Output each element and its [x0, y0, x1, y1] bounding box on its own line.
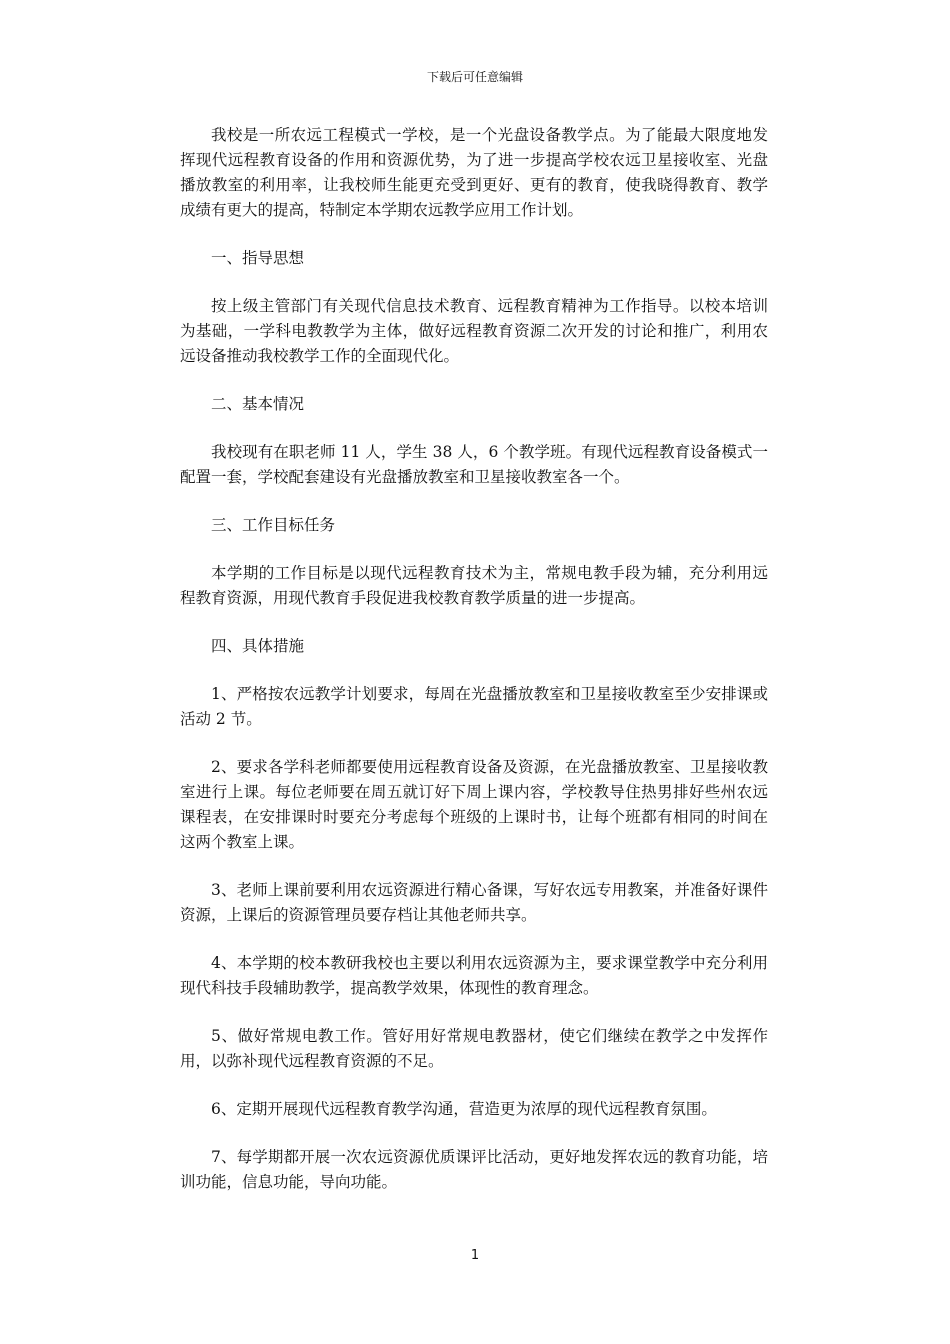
- measure-item-2: 2、要求各学科老师都要使用远程教育设备及资源，在光盘播放教室、卫星接收教室进行上课。每位老师要在周五就订好下周上课内容，学校教导住热男排好些州农远课程表，在安排课时时要充分考虑每个班级的上课时书，让每个班都有相同的时间在这两个教室上课。: [180, 758, 768, 851]
- page-header: 下载后可任意编辑: [426, 70, 523, 84]
- measure-item-7: 7、每学期都开展一次农远资源优质课评比活动，更好地发挥农远的教育功能，培训功能，信息功能，导向功能。: [180, 1148, 768, 1191]
- measure-item-6: 6、定期开展现代远程教育教学沟通，营造更为浓厚的现代远程教育氛围。: [211, 1100, 717, 1118]
- section-heading-basic-situation: 二、基本情况: [211, 395, 305, 413]
- guiding-thought-paragraph: 按上级主管部门有关现代信息技术教育、远程教育精神为工作指导。以校本培训为基础，一学科电教教学为主体，做好远程教育资源二次开发的讨论和推广，利用农远设备推动我校教学工作的全面现代化。: [180, 297, 768, 365]
- goals-paragraph: 本学期的工作目标是以现代远程教育技术为主，常规电教手段为辅，充分利用远程教育资源，用现代教育手段促进我校教育教学质量的进一步提高。: [180, 564, 768, 607]
- section-heading-goals: 三、工作目标任务: [211, 516, 336, 534]
- document-body: [180, 123, 768, 1218]
- measure-item-5: 5、做好常规电教工作。管好用好常规电教器材，使它们继续在教学之中发挥作用，以弥补现代远程教育资源的不足。: [180, 1027, 768, 1070]
- measure-item-4: 4、本学期的校本教研我校也主要以利用农远资源为主，要求课堂教学中充分利用现代科技手段辅助教学，提高教学效果，体现性的教育理念。: [180, 954, 768, 997]
- measure-item-3: 3、老师上课前要利用农远资源进行精心备课，写好农远专用教案，并准备好课件资源，上课后的资源管理员要存档让其他老师共享。: [180, 881, 768, 924]
- section-heading-measures: 四、具体措施: [211, 637, 305, 655]
- intro-paragraph: 我校是一所农远工程模式一学校，是一个光盘设备教学点。为了能最大限度地发挥现代远程教育设备的作用和资源优势，为了进一步提高学校农远卫星接收室、光盘播放教室的利用率，让我校师生能更充受到更好、更有的教育，使我晓得教育、教学成绩有更大的提高，特制定本学期农远教学应用工作计划。: [180, 126, 768, 219]
- page-number: 1: [470, 1248, 480, 1263]
- measure-item-1: 1、严格按农远教学计划要求，每周在光盘播放教室和卫星接收教室至少安排课或活动 2 节。: [180, 685, 768, 728]
- section-heading-guiding-thought: 一、指导思想: [211, 249, 305, 267]
- basic-situation-paragraph: 我校现有在职老师 11 人，学生 38 人，6 个教学班。有现代远程教育设备模式一配置一套，学校配套建设有光盘播放教室和卫星接收教室各一个。: [180, 443, 768, 486]
